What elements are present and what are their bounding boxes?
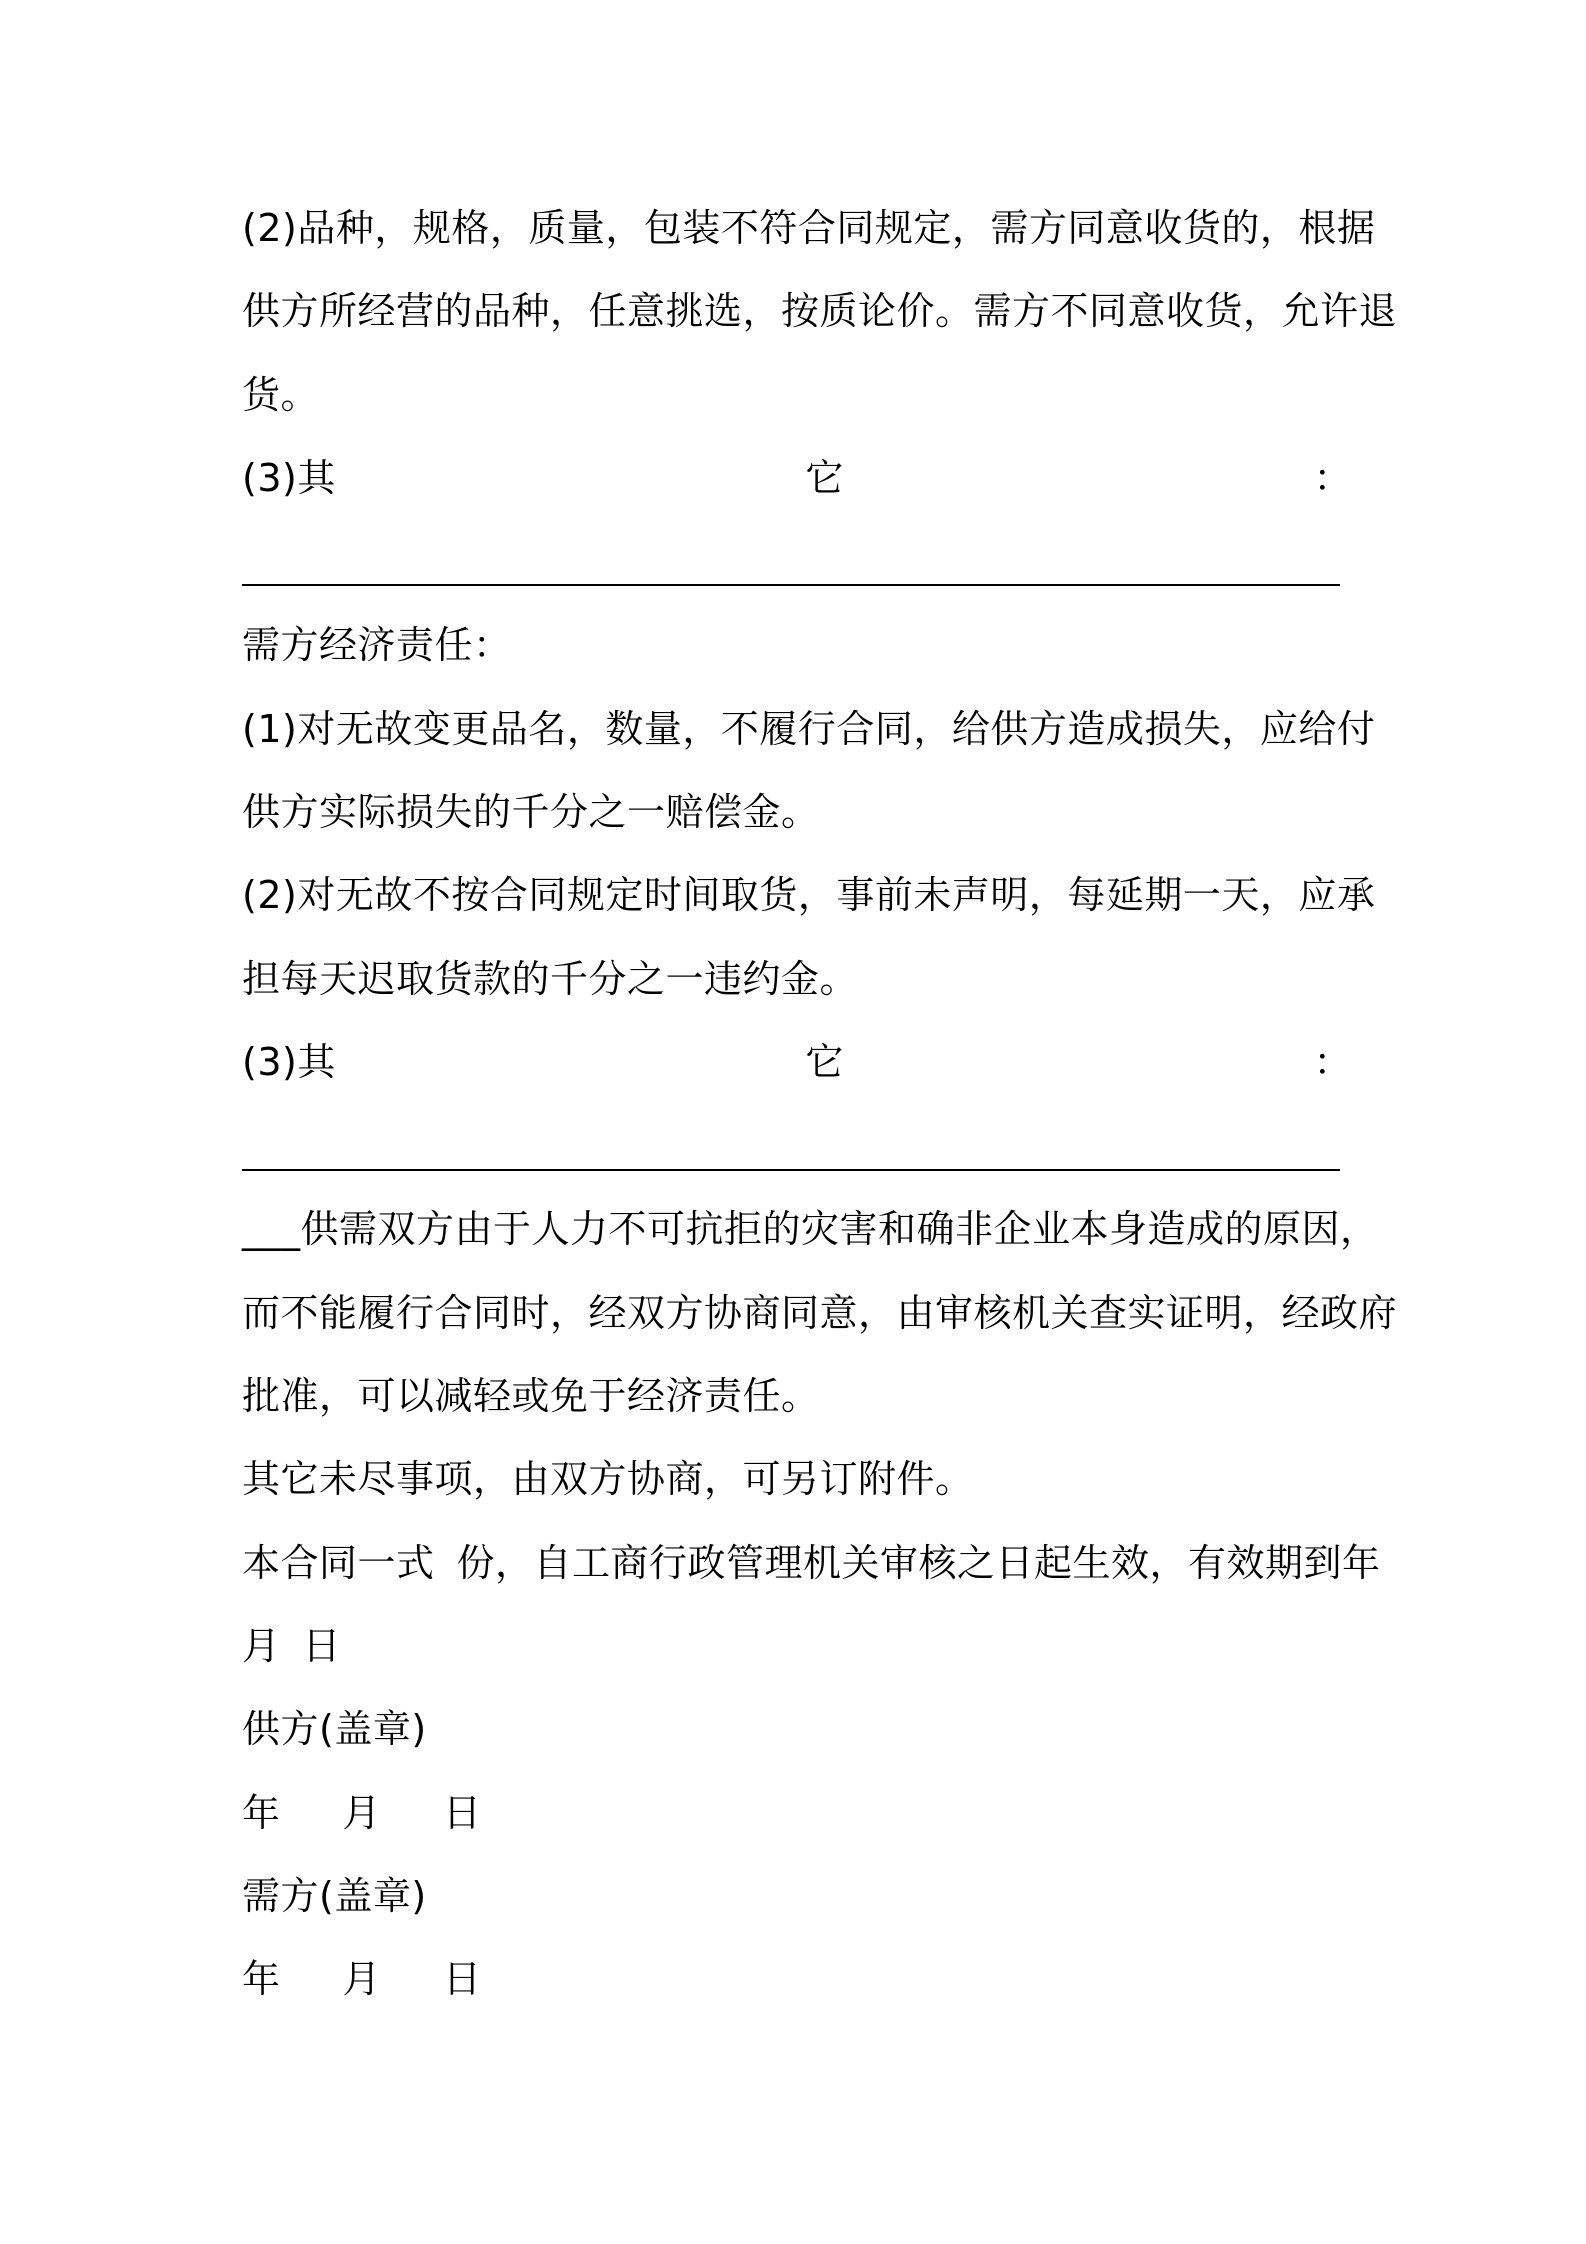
supplier-quality-line-1: (2)品种，规格，质量，包装不符合同规定，需方同意收货的，根据 (242, 206, 1376, 250)
supplier-other-prefix: (3)其 (242, 456, 336, 500)
buyer-item1-line-2: 供方实际损失的千分之一赔偿金。 (242, 790, 820, 834)
validity-month-day (242, 1621, 1352, 1671)
buyer-date-line (242, 1954, 1352, 2004)
supplier-date-month: 月 (342, 1791, 382, 1835)
buyer-other-middle: 它 (805, 1040, 844, 1084)
buyer-other-blank-line (242, 1169, 1340, 1171)
supplier-date-line (242, 1788, 1352, 1838)
buyer-date-year: 年 (242, 1957, 281, 2001)
force-majeure-line-1: ___供需双方由于人力不可抗拒的灾害和确非企业本身造成的原因， (242, 1207, 1379, 1251)
buyer-item1-line-1: (1)对无故变更品名，数量，不履行合同，给供方造成损失，应给付 (242, 707, 1376, 751)
force-majeure-line-3: 批准，可以减轻或免于经济责任。 (242, 1374, 820, 1418)
supplier-date-year: 年 (242, 1791, 281, 1835)
buyer-date-day: 日 (443, 1957, 482, 2001)
buyer-other-clause (242, 1037, 1352, 1087)
buyer-item2-line-2: 担每天迟取货款的千分之一违约金。 (242, 957, 859, 1001)
validity-month: 月 (242, 1624, 281, 1668)
buyer-other-colon: ： (1313, 1040, 1352, 1084)
buyer-section-heading: 需方经济责任： (242, 623, 512, 667)
validity-text (242, 1538, 1342, 1588)
buyer-seal-label: 需方(盖章) (242, 1874, 427, 1918)
supplier-other-colon: ： (1313, 456, 1352, 500)
supplier-other-middle: 它 (805, 456, 844, 500)
misc-clause: 其它未尽事项，由双方协商，可另订附件。 (242, 1457, 974, 1501)
force-majeure-line-2: 而不能履行合同时，经双方协商同意，由审核机关查实证明，经政府 (242, 1291, 1398, 1335)
validity-year: 年 (1342, 1541, 1381, 1585)
buyer-item2-line-1: (2)对无故不按合同规定时间取货，事前未声明，每延期一天，应承 (242, 873, 1376, 917)
supplier-other-blank-line (242, 584, 1340, 586)
supplier-date-day: 日 (443, 1791, 482, 1835)
supplier-quality-line-3: 货。 (242, 373, 320, 417)
supplier-quality-line-2: 供方所经营的品种，任意挑选，按质论价。需方不同意收货，允许退 (242, 289, 1398, 333)
validity-day: 日 (302, 1624, 342, 1668)
validity-part-1: 本合同一式 (242, 1541, 435, 1585)
buyer-date-month: 月 (342, 1957, 382, 2001)
validity-clause (242, 1538, 1381, 1588)
supplier-seal-label: 供方(盖章) (242, 1707, 427, 1751)
supplier-other-clause (242, 453, 1352, 503)
buyer-other-prefix: (3)其 (242, 1040, 336, 1084)
validity-part-2: 份，自工商行政管理机关审核之日起生效，有效期到 (456, 1541, 1343, 1585)
